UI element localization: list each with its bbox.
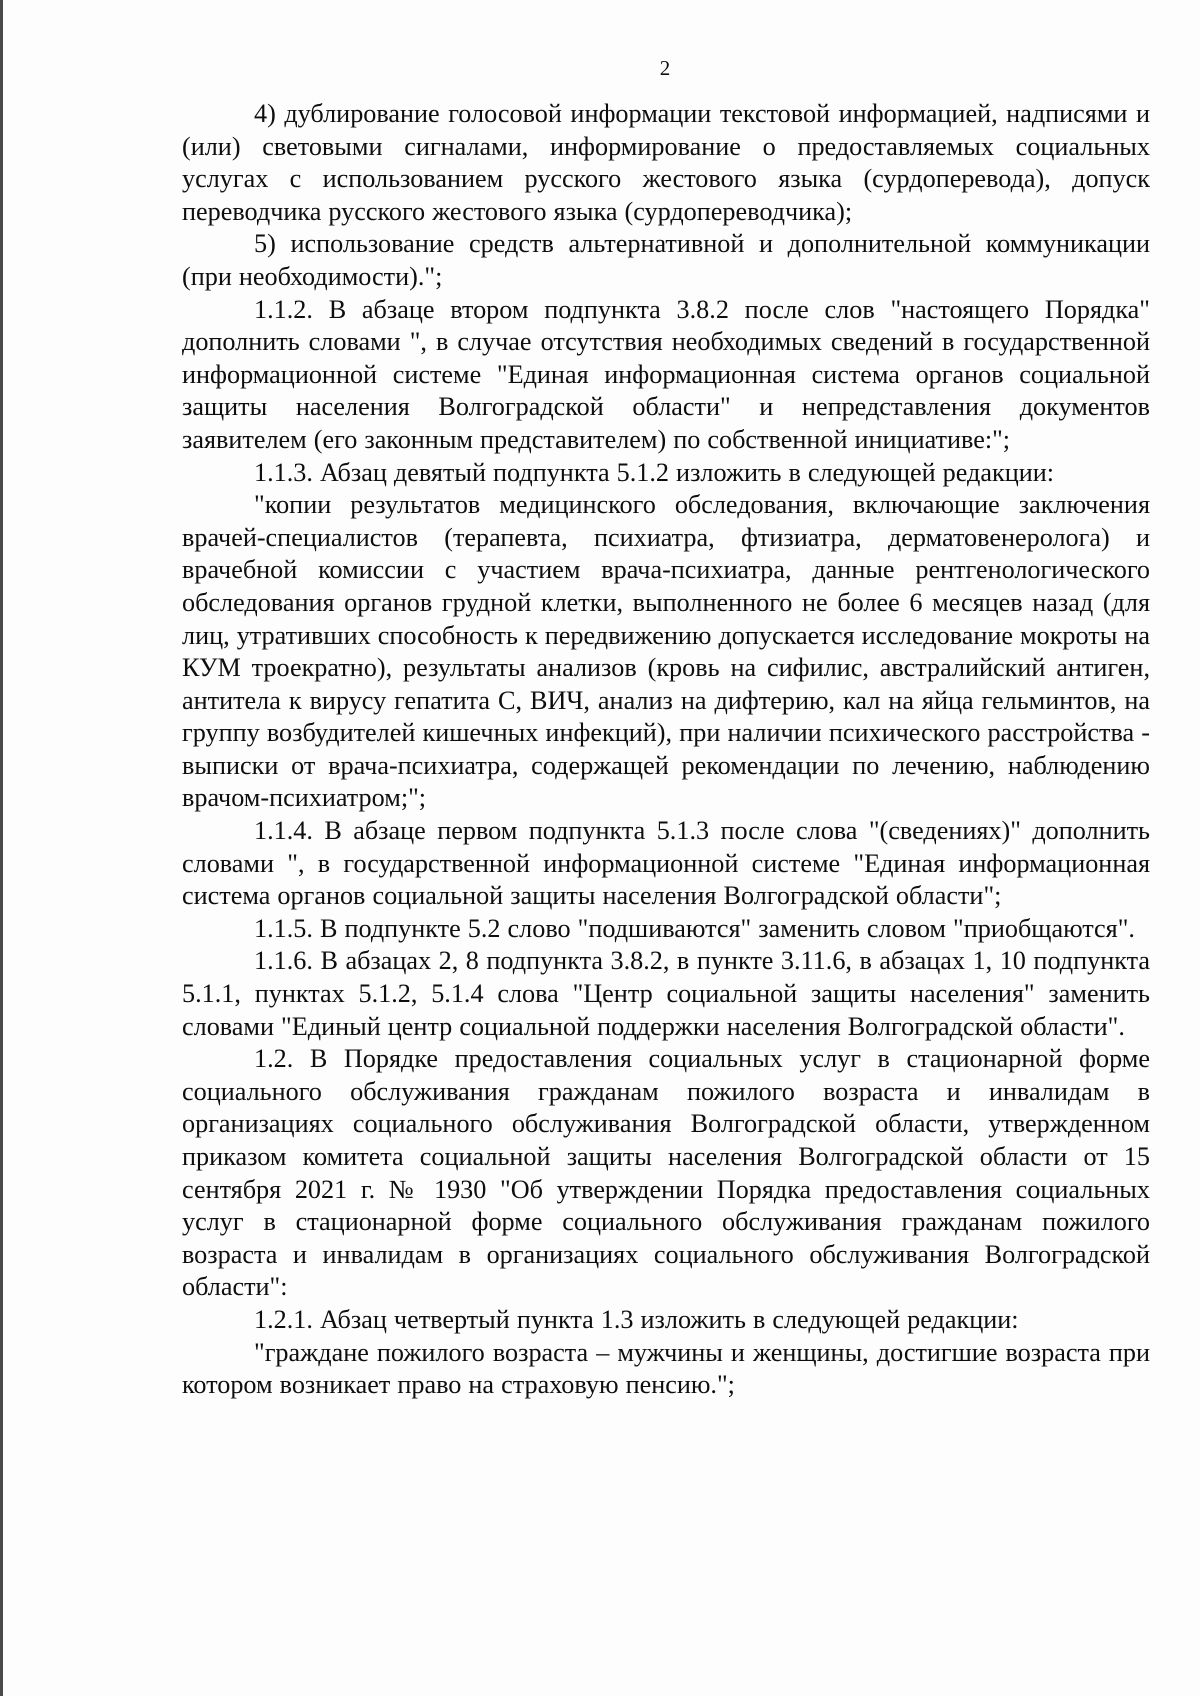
paragraph-item-5: 5) использование средств альтернативной и дополнительной коммуникации (при необходимости)."; bbox=[182, 229, 1150, 291]
paragraph-item-4: 4) дублирование голосовой информации текстовой информацией, надписями и (или) световыми сигналами, информирование о предоставляемых социальных услугах с использованием русского жестового языка (сурдоперевода), допуск переводчика русского жестового языка (сурдопереводчика); bbox=[182, 99, 1150, 226]
page-number: 2 bbox=[659, 56, 671, 80]
paragraph-1-1-4: 1.1.4. В абзаце первом подпункта 5.1.3 после слова "(сведениях)" дополнить словами ", в государственной информационной системе "Единая информационная система органов социальной защиты населения Волгоградской области"; bbox=[182, 816, 1150, 911]
paragraph-1-2-1: 1.2.1. Абзац четвертый пункта 1.3 изложить в следующей редакции: bbox=[254, 1304, 1019, 1334]
document-body bbox=[182, 98, 1150, 1402]
paragraph-1-1-6: 1.1.6. В абзацах 2, 8 подпункта 3.8.2, в пункте 3.11.6, в абзацах 1, 10 подпункта 5.1.1, пунктах 5.1.2, 5.1.4 слова "Центр социальной защиты населения" заменить словами "Единый центр социальной поддержки населения Волгоградской области". bbox=[182, 946, 1150, 1041]
scan-border bbox=[0, 0, 3, 1696]
paragraph-1-1-5: 1.1.5. В подпункте 5.2 слово "подшиваются" заменить словом "приобщаются". bbox=[254, 913, 1135, 943]
paragraph-1-1-2: 1.1.2. В абзаце втором подпункта 3.8.2 после слов "настоящего Порядка" дополнить словами ", в случае отсутствия необходимых сведений в государственной информационной системе "Единая информационная система органов социальной защиты населения Волгоградской области" и непредставления документов заявителем (его законным представителем) по собственной инициативе:"; bbox=[182, 294, 1150, 454]
paragraph-1-1-3: 1.1.3. Абзац девятый подпункта 5.1.2 изложить в следующей редакции: bbox=[254, 457, 1055, 487]
paragraph-1-2: 1.2. В Порядке предоставления социальных услуг в стационарной форме социального обслуживания гражданам пожилого возраста и инвалидам в организациях социального обслуживания Волгоградской области, утвержденном приказом комитета социальной защиты населения Волгоградской области от 15 сентября 2021 г. № 1930 "Об утверждении Порядка предоставления социальных услуг в стационарной форме социального обслуживания гражданам пожилого возраста и инвалидам в организациях социального обслуживания Волгоградской области": bbox=[182, 1044, 1150, 1302]
paragraph-1-1-3-quote: "копии результатов медицинского обследования, включающие заключения врачей-специалистов (терапевта, психиатра, фтизиатра, дерматовенеролога) и врачебной комиссии с участием врача-психиатра, данные рентгенологического обследования органов грудной клетки, выполненного не более 6 месяцев назад (для лиц, утративших способность к передвижению допускается исследование мокроты на КУМ троекратно), результаты анализов (кровь на сифилис, австралийский антиген, антитела к вирусу гепатита С, ВИЧ, анализ на дифтерию, кал на яйца гельминтов, на группу возбудителей кишечных инфекций), при наличии психического расстройства - выписки от врача-психиатра, содержащей рекомендации по лечению, наблюдению врачом-психиатром;"; bbox=[182, 490, 1150, 813]
paragraph-1-2-1-quote: "граждане пожилого возраста – мужчины и женщины, достигшие возраста при котором возникает право на страховую пенсию."; bbox=[182, 1337, 1150, 1400]
